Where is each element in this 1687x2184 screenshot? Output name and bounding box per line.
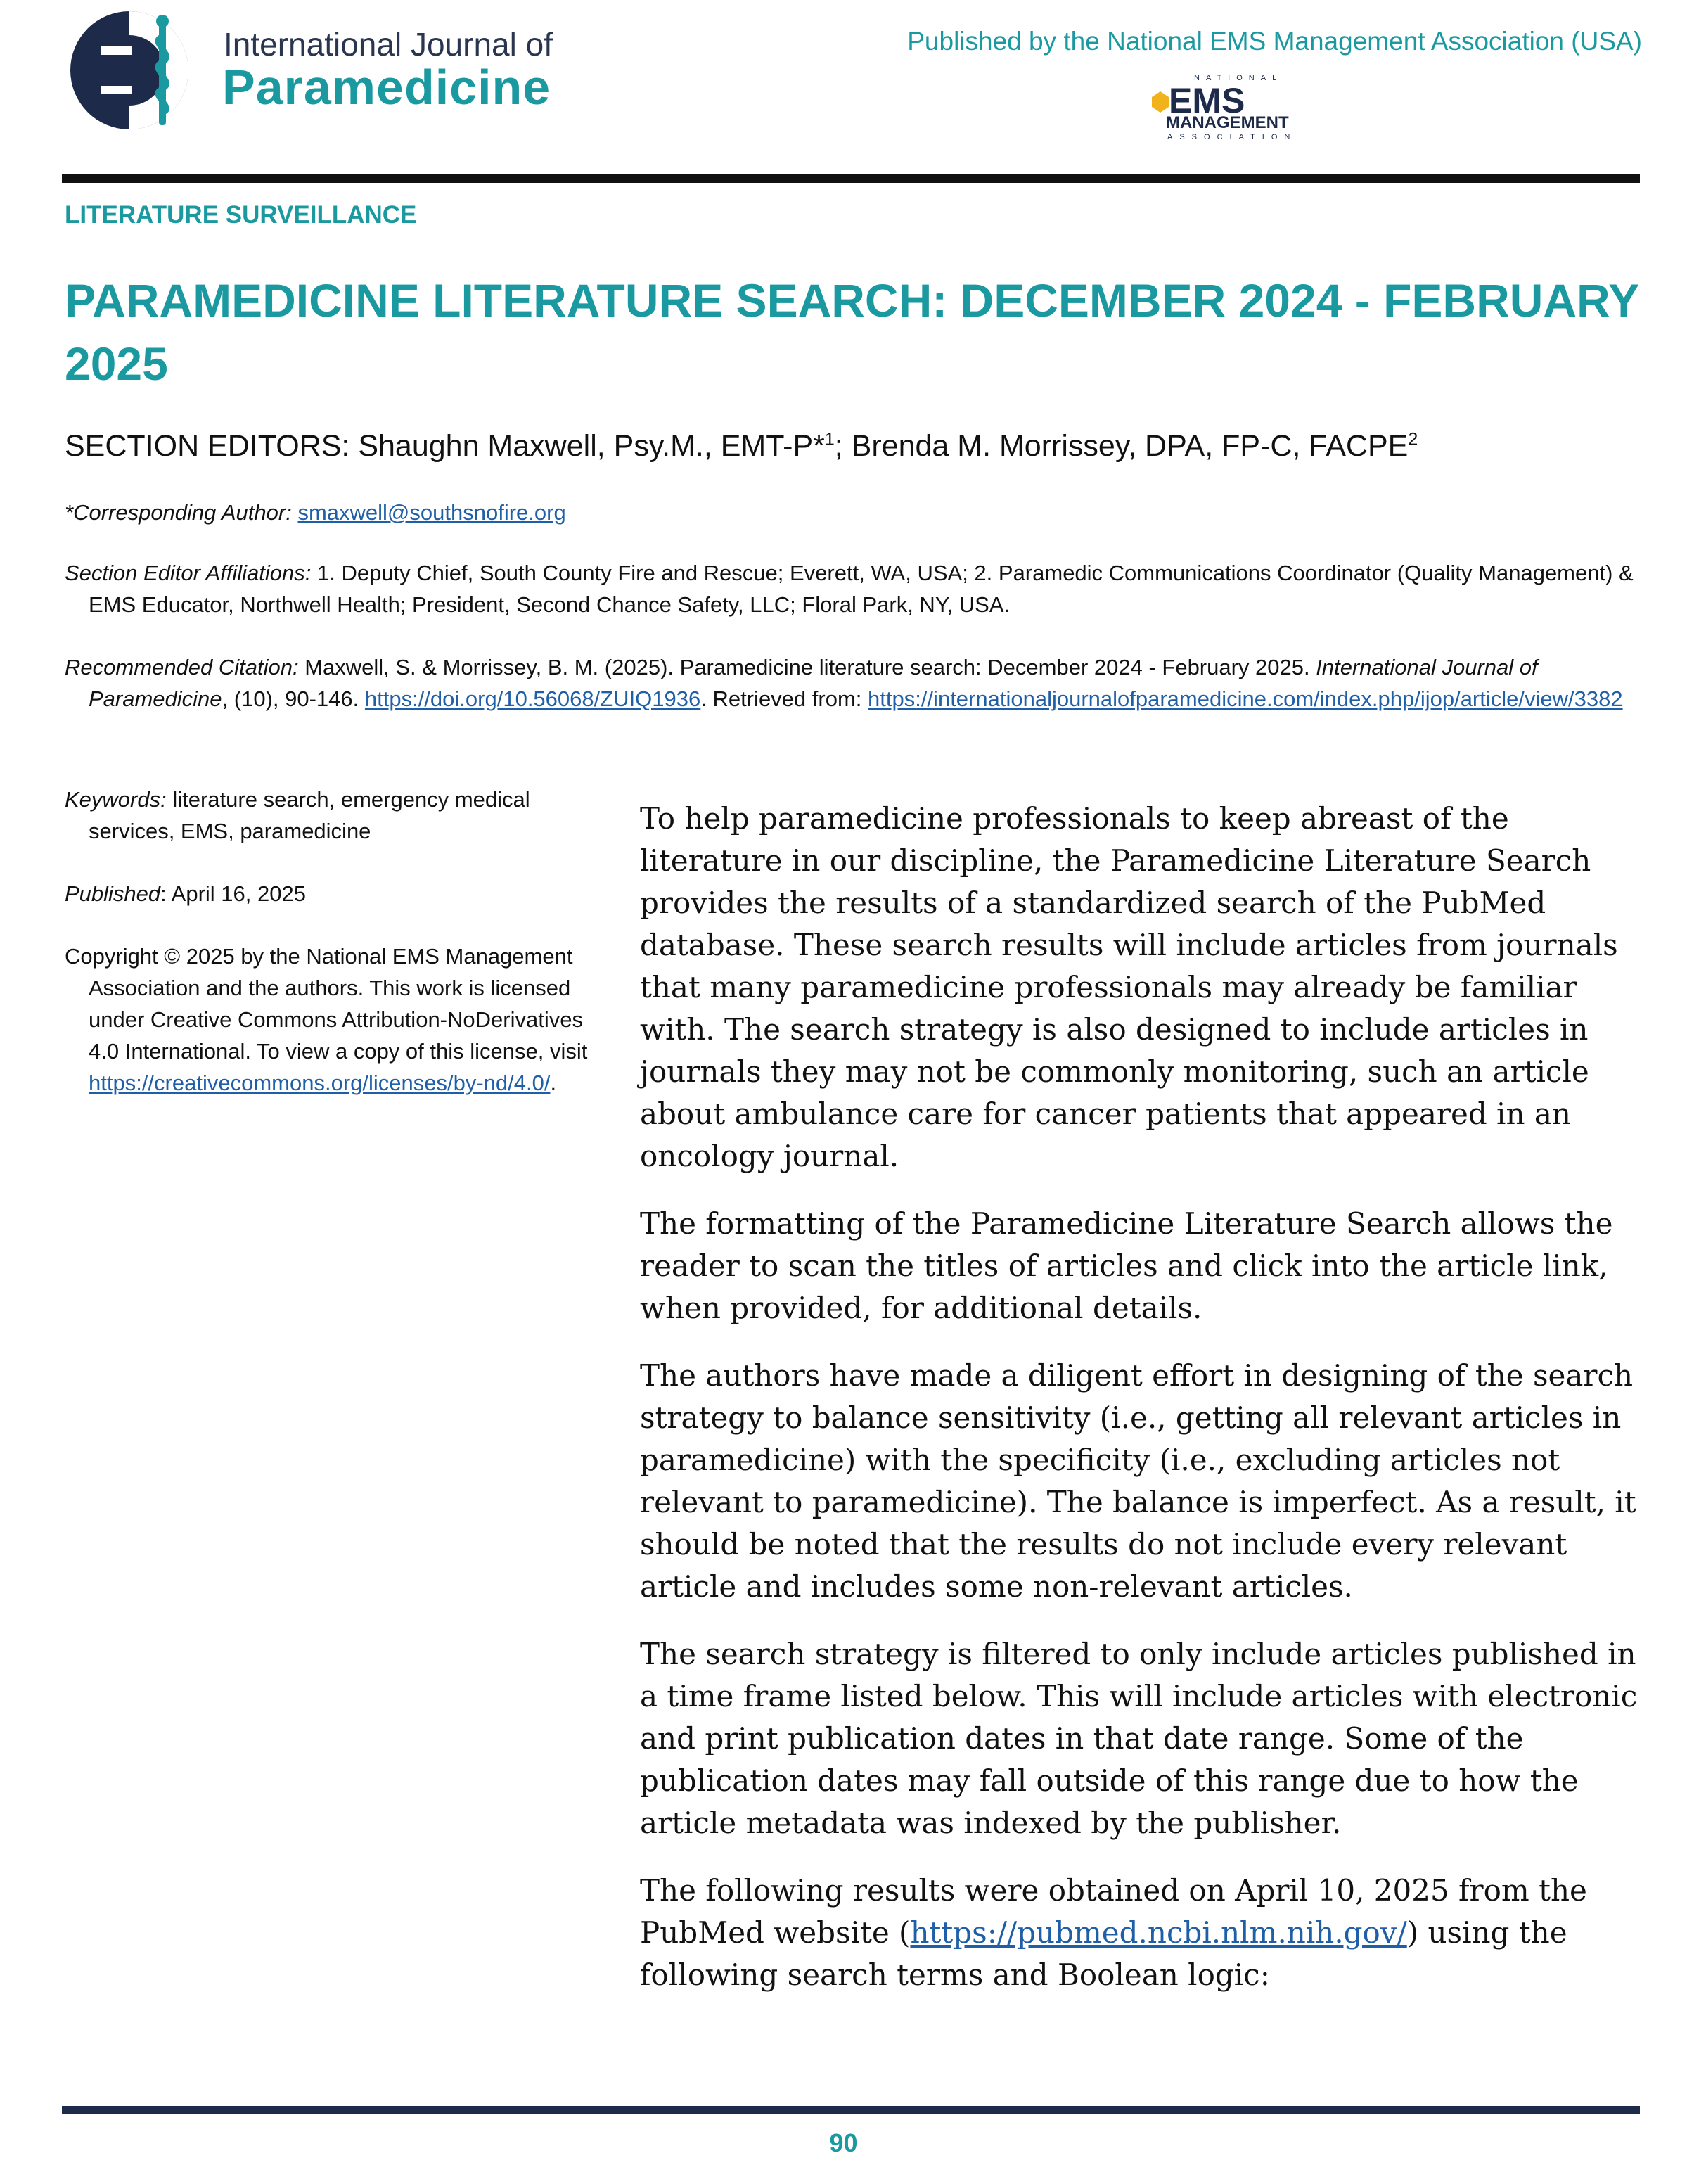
citation-url-link[interactable]: https://internationaljournalofparamedicine.com/index.php/ijop/article/view/3382 (868, 687, 1623, 711)
copyright-text: Copyright © 2025 by the National EMS Management Association and the authors. This work is licensed under Creative Commons Attribution-NoDerivatives 4.0 International. To view a copy of this license, visit (65, 944, 588, 1064)
nemsma-logo-management: MANAGEMENT (1166, 113, 1289, 132)
pubmed-link[interactable]: https://pubmed.ncbi.nlm.nih.gov/ (910, 1915, 1407, 1950)
star-of-life-icon (1152, 91, 1169, 113)
published-text: : April 16, 2025 (160, 881, 306, 906)
publisher-line: Published by the National EMS Management Association (USA) (907, 27, 1642, 56)
body-paragraph-2: The formatting of the Paramedicine Literature Search allows the reader to scan the titles of articles and click into the article link, when provided, for additional details. (640, 1206, 1613, 1325)
published-date (65, 878, 599, 909)
nemsma-logo-ems: EMS (1169, 81, 1245, 120)
corresponding-author (65, 497, 1640, 528)
corresponding-label: *Corresponding Author: (65, 500, 292, 525)
keywords-label: Keywords: (65, 787, 167, 812)
journal-logo-icon (59, 0, 200, 141)
citation-doi-link[interactable]: https://doi.org/10.56068/ZUIQ1936 (364, 687, 701, 711)
nemsma-logo-national: NATIONAL (1194, 74, 1283, 82)
body-paragraph-5-start: The following results were obtained on April 10, 2025 from the PubMed website ( (640, 1873, 1587, 1950)
editors-text-1: SECTION EDITORS: Shaughn Maxwell, Psy.M., EMT-P* (65, 429, 825, 463)
journal-name-line2: Paramedicine (222, 60, 551, 115)
citation-retrieved: . Retrieved from: (700, 687, 862, 711)
affiliations-label: Section Editor Affiliations: (65, 561, 312, 585)
section-label: LITERATURE SURVEILLANCE (65, 201, 417, 229)
citation-label: Recommended Citation: (65, 655, 299, 679)
article-sidebar (65, 784, 599, 1130)
article-body (640, 798, 1640, 2022)
body-paragraph-1: To help paramedicine professionals to keep abreast of the literature in our discipline, the Paramedicine Literature Search provides the results of a standardized search of the PubMed database. These search results will include articles from journals that many paramedicine professionals may already be familiar with. The search strategy is also designed to include articles in journals they may not be commonly monitoring, such an article about ambulance care for cancer patients that appeared in an oncology journal. (640, 801, 1618, 1173)
journal-name-line1: International Journal of (224, 26, 553, 63)
section-editors (65, 429, 1418, 464)
recommended-citation (65, 651, 1640, 715)
keywords (65, 784, 599, 847)
editor1-affiliation-sup: 1 (824, 429, 835, 449)
copyright-end: . (550, 1071, 557, 1095)
copyright (65, 940, 599, 1099)
corresponding-email-link[interactable]: smaxwell@southsnofire.org (297, 500, 566, 525)
nemsma-logo (1139, 70, 1308, 141)
article-title: PARAMEDICINE LITERATURE SEARCH: DECEMBER 2024 - FEBRUARY 2025 (65, 274, 1639, 390)
affiliations (65, 557, 1640, 620)
page-number: 90 (829, 2128, 858, 2157)
body-paragraph-4: The search strategy is filtered to only include articles published in a time frame listed below. This will include articles with electronic and print publication dates in that date range. Some of the publication dates may fall outside of this range due to how the article metadata was indexed by the publisher. (640, 1637, 1638, 1840)
footer-divider (62, 2106, 1640, 2114)
nemsma-logo-association: ASSOCIATION (1167, 133, 1297, 141)
editors-text-2: ; Brenda M. Morrissey, DPA, FP-C, FACPE (834, 429, 1409, 463)
license-link[interactable]: https://creativecommons.org/licenses/by-nd/4.0/ (89, 1071, 551, 1095)
citation-text-2: , (10), 90-146. (222, 687, 359, 711)
affiliations-text: 1. Deputy Chief, South County Fire and Rescue; Everett, WA, USA; 2. Paramedic Communications Coordinator (Quality Management) & EMS Educator, Northwell Health; President, Second Chance Safety, LLC; Floral Park, NY, USA. (89, 561, 1634, 617)
editor2-affiliation-sup: 2 (1408, 429, 1418, 449)
body-paragraph-3: The authors have made a diligent effort in designing of the search strategy to balance sensitivity (i.e., getting all relevant articles in paramedicine) with the specificity (i.e., excluding articles not relevant to paramedicine). The balance is imperfect. As a result, it should be noted that the results do not include every relevant article and includes some non-relevant articles. (640, 1358, 1636, 1604)
keywords-text: literature search, emergency medical services, EMS, paramedicine (89, 787, 530, 843)
published-label: Published (65, 881, 161, 906)
citation-journal: International Journal of Paramedicine (89, 655, 1538, 711)
body-paragraph-5 (640, 1870, 1640, 1996)
citation-text-1: Maxwell, S. & Morrissey, B. M. (2025). Paramedicine literature search: December 2024 - February 2025. (304, 655, 1310, 679)
header-divider (62, 174, 1640, 183)
body-paragraph-5-end: ) using the following search terms and Boolean logic: (640, 1915, 1567, 1992)
